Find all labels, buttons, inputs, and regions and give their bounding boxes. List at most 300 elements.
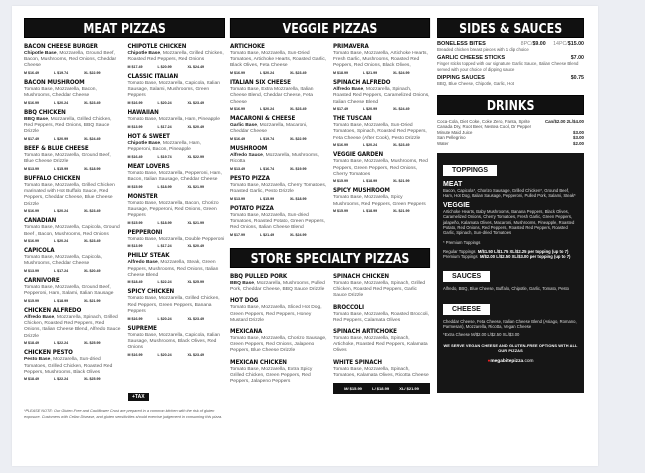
menu-item	[333, 304, 430, 324]
price-m: M $18.99	[333, 71, 348, 76]
item-name: MEAT LOVERS	[127, 162, 170, 170]
price-l: L $22.24	[54, 377, 69, 382]
menu-item	[230, 43, 327, 75]
item-desc	[24, 117, 122, 136]
price-xl: XL $20.49	[84, 269, 101, 274]
menu-item	[333, 79, 430, 111]
item-name: MEXICANA	[230, 328, 263, 336]
item-name: WHITE SPINACH	[333, 358, 382, 366]
item-prices	[333, 209, 430, 213]
item-ingredients: , Mozzarella, Ground Beef, Bacon, Mushrooms, Red Onions, Cheddar Cheese	[24, 51, 117, 69]
specialty-price-m: M/ $15.99	[344, 386, 362, 392]
item-prices	[128, 353, 226, 357]
price-l: L $18.99	[157, 220, 172, 225]
item-prices	[24, 137, 122, 141]
menu-item	[333, 115, 430, 147]
price-l: L $20.24	[54, 101, 69, 106]
item-ingredients: Tomato Base, Extra Mozzarella, Italian Cheese Blend, Cheddar Cheese, Feta Cheese	[230, 87, 314, 105]
item-ingredients: Tomato Base, Mozzarella, Sun-dried Tomatoes, Roasted Potato, Green Peppers, Red Onions, Italian Cheese Blend	[230, 212, 325, 231]
meat-pizzas-right	[128, 43, 226, 385]
price-xl: XL $21.99	[393, 179, 410, 184]
item-desc	[333, 87, 430, 106]
item-base: BBQ Base	[24, 117, 48, 123]
price-m: M $15.99	[333, 209, 348, 214]
menu-item	[230, 297, 327, 324]
item-prices	[333, 179, 430, 183]
price-m: M $13.49	[230, 167, 245, 172]
side-price-small: $9.00	[532, 41, 546, 47]
item-prices	[24, 299, 122, 303]
price-xl: XL $21.99	[187, 220, 205, 225]
item-prices	[128, 221, 226, 225]
price-m: M $15.99	[127, 220, 143, 225]
drink-price: $3.00	[573, 135, 584, 141]
item-base: Chipotle Base	[24, 51, 57, 56]
item-ingredients: , Mozzarella, Grilled Chicken, Roasted Red Peppers, Red Onions	[127, 51, 224, 63]
item-prices	[333, 107, 430, 111]
meat-pizzas-left	[24, 43, 122, 385]
item-desc	[24, 87, 122, 99]
price-xl: XL $20.49	[187, 124, 205, 129]
price-xl: XL $23.49	[393, 143, 410, 148]
menu-item	[24, 307, 122, 345]
item-name: PESTO PIZZA	[230, 175, 270, 183]
menu-item	[230, 175, 327, 201]
price-xl: XL $24.49	[393, 107, 410, 112]
item-name: SPINACH CHICKEN	[333, 273, 389, 281]
price-l: L $20.99	[363, 107, 378, 112]
item-ingredients: Tomato Base, Mozzarella, Capicola, Italian Sausage, Salami, Mushrooms, Green Peppers	[127, 80, 220, 99]
extra-cheese-price: *Extra Cheese M/$2.00 L/$2.50 XL/$3.00	[443, 332, 520, 338]
price-m: M $16.99	[127, 316, 143, 321]
item-name: BBQ CHICKEN	[24, 109, 66, 117]
menu-item	[128, 252, 226, 284]
drink-price: $3.00	[573, 129, 584, 135]
veggie-pizzas-left	[230, 43, 327, 241]
menu-item	[230, 145, 327, 171]
item-prices	[333, 71, 430, 75]
menu-item	[230, 359, 327, 386]
menu-item	[24, 145, 122, 171]
price-m: M $17.49	[127, 64, 143, 69]
item-ingredients: , Mozzarella, Sun-dried Tomatoes, Grilled Chicken, Roasted Red Peppers, Mushrooms, Black Olives	[24, 357, 113, 375]
item-prices	[128, 280, 226, 284]
price-l: L $20.24	[54, 239, 69, 244]
price-l: L $21.99	[363, 71, 378, 76]
price-m: M $13.99	[24, 269, 39, 274]
price-m: M $13.99	[24, 167, 39, 172]
sauces-heading: SAUCES	[443, 271, 490, 282]
item-desc	[128, 171, 226, 183]
item-ingredients: Tomato Base, Mozzarella, Capicola, Mushrooms, Cheddar Cheese	[24, 255, 103, 267]
specialty-pizzas-section	[230, 248, 430, 394]
price-m: M $17.49	[333, 107, 348, 112]
item-desc	[333, 281, 430, 300]
item-prices	[230, 167, 327, 171]
item-ingredients: Tomato Base, Mozzarella, Bacon, Chorizo Sausage, Pepperoni, Red Onions, Green Peppers	[127, 200, 219, 218]
item-prices	[128, 125, 226, 129]
price-m: M $18.49	[24, 377, 39, 382]
price-xl: XL $23.49	[187, 352, 205, 357]
item-base: Garlic Base	[230, 123, 257, 129]
price-xl: XL $21.99	[187, 184, 205, 189]
specialty-left	[230, 273, 327, 394]
meat-toppings-list: Bacon, Capicola*, Chorizo Sausage, Grilled Chicken*, Ground Beef, Ham, Hot Dog, Italian Sausage, Pepperoni, Pulled Pork, Salami, Steak*	[443, 187, 576, 198]
item-desc	[333, 159, 430, 178]
item-name: VEGGIE GARDEN	[333, 151, 384, 159]
menu-item	[128, 133, 226, 159]
menu-item	[230, 205, 327, 237]
item-desc	[333, 123, 430, 142]
item-prices	[128, 101, 226, 105]
item-ingredients: Tomato Base, Mozzarella, Cherry Tomatoes, Roasted Garlic, Pesto Drizzle	[230, 183, 327, 195]
item-desc	[230, 51, 327, 70]
price-l: L $15.99	[54, 167, 69, 172]
veggie-toppings-label: VEGGIE	[443, 202, 470, 210]
item-ingredients: Tomato Base, Mozzarella, Sun-Dried Tomatoes, Artichoke Hearts, Roasted Garlic, Black Olives, Feta Cheese	[230, 51, 327, 69]
item-name: PRIMAVERA	[333, 43, 369, 50]
price-m: M $16.99	[333, 143, 348, 148]
veggie-pizzas-section	[230, 18, 430, 394]
item-desc	[24, 183, 122, 208]
item-name: BACON CHEESE BURGER	[24, 43, 98, 50]
item-name: SPINACH ARTICHOKE	[333, 328, 397, 336]
item-desc	[230, 281, 327, 293]
item-name: CARNIVORE	[24, 277, 60, 285]
item-ingredients: , Mozzarella, Macaroni, Cheddar Cheese	[230, 123, 308, 135]
cheese-heading: CHEESE	[443, 304, 490, 315]
price-m: M $13.99	[127, 244, 143, 249]
price-m: M $15.99	[333, 179, 348, 184]
price-l: L $20.24	[363, 143, 378, 148]
drink-item	[437, 141, 584, 147]
item-ingredients: Tomato Base, Mozzarella, Ham, Pineapple	[127, 117, 220, 123]
item-name: ARTICHOKE	[230, 43, 265, 50]
item-prices	[24, 377, 122, 381]
price-xl: XL $18.99	[84, 167, 101, 172]
sides-heading: SIDES & SAUCES	[437, 18, 584, 38]
item-desc	[24, 153, 122, 165]
item-desc	[333, 51, 430, 70]
item-name: CLASSIC ITALIAN	[127, 72, 179, 80]
item-desc	[230, 336, 327, 355]
veggie-pizzas-right	[333, 43, 430, 241]
cheese-list: Cheddar Cheese, Feta Cheese, Italian Cheese Blend (Asiago, Romano, Parmesan), Mozzarella, Ricotta, Vegan Cheese	[443, 318, 577, 329]
item-ingredients: Tomato Base, Mozzarella, Spinach, Tomatoes, Kalamata Olives, Ricotta Cheese	[333, 366, 429, 378]
item-name: POTATO PIZZA	[230, 204, 274, 212]
item-ingredients: Tomato Base, Mozzarella, Sun-Dried Tomatoes, Spinach, Roasted Red Peppers, Feta Cheese (After Cook), Pesto Drizzle	[333, 123, 427, 141]
item-ingredients: Tomato Base, Mozzarella, Extra Spicy Grilled Chicken, Green Peppers, Red Peppers, Jalapeno Peppers	[230, 366, 313, 385]
price-xl: XL $21.99	[84, 299, 101, 304]
sauces-list: Alfredo, BBQ, Blue Cheese, Buffalo, Chipotle, Garlic, Tomato, Pesto	[443, 286, 570, 292]
menu-item	[24, 247, 122, 273]
item-name: BEEF & BLUE CHEESE	[24, 145, 89, 153]
price-xl: XL $18.99	[290, 196, 307, 201]
price-m: M $16.99	[24, 209, 39, 214]
price-xl: XL $22.99	[84, 71, 101, 76]
logo-dot-icon: ●	[487, 359, 491, 365]
item-prices	[24, 167, 122, 171]
menu-item	[24, 217, 122, 243]
item-base: BBQ Base	[230, 281, 254, 287]
website-link[interactable]	[443, 359, 578, 364]
price-m: M $15.99	[127, 184, 143, 189]
item-name: SPINACH ALFREDO	[333, 79, 391, 87]
sides-section	[437, 18, 584, 393]
item-prices	[230, 137, 327, 141]
item-desc	[24, 315, 122, 340]
item-desc	[128, 51, 226, 63]
item-name: CANADIAN	[24, 217, 57, 225]
side-desc: Finger sticks topped with our signature Garlic Sauce, Italian Cheese Blend served with your choice of dipping sauce	[437, 61, 579, 72]
item-desc	[230, 87, 327, 106]
price-m: M $17.99	[230, 233, 245, 238]
drinks-heading: DRINKS	[437, 95, 584, 115]
item-base: Alfredo Sauce	[230, 153, 263, 159]
side-price-large: $15.00	[567, 41, 584, 47]
veggie-toppings-list: Artichoke Hearts, Baby Mushrooms, Banana Peppers, Black Olives, Caramelized Onions, Cherry Tomatoes, Fresh Garlic, Green Peppers, jalapeño, Kalamata Olives, Macaroni, Mushrooms, Pineapple, Roasted Potato, Red Onions, Red Peppers, Roasted Red Peppers, Roasted Garlic, Spinach, Sun-dried Tomatoes	[443, 209, 575, 236]
price-l: L $20.24	[157, 101, 172, 106]
item-base: Chipotle Base	[127, 51, 161, 56]
price-xl: XL $22.99	[290, 137, 307, 142]
item-prices	[24, 239, 122, 243]
menu-item	[128, 73, 226, 105]
item-ingredients: Tomato Base, Mozzarella, Sliced Hot Dog, Green Peppers, Red Peppers, Honey Mustard Drizzle	[230, 305, 322, 323]
drink-name: Water	[437, 141, 449, 146]
item-name: PHILLY STEAK	[127, 252, 170, 260]
item-name: BACON MUSHROOM	[24, 79, 85, 87]
item-desc	[333, 312, 430, 324]
item-desc	[24, 255, 122, 267]
drink-item	[437, 119, 584, 130]
item-name: SPICY MUSHROOM	[333, 187, 390, 195]
item-base: Alfredo Base	[333, 87, 364, 93]
price-xl: XL $24.99	[393, 71, 410, 76]
price-m: M $18.49	[127, 280, 143, 285]
item-ingredients: Tomato Base, Mozzarella, Artichoke Hearts, Fresh Garlic, Mushrooms, Roasted Red Peppers, Red Onions, Black Olives,	[333, 51, 428, 69]
menu-item	[24, 109, 122, 141]
item-desc	[230, 123, 327, 135]
item-name: CHICKEN ALFREDO	[24, 307, 82, 315]
price-m: M $13.99	[230, 196, 245, 201]
price-xl: XL $23.49	[290, 107, 307, 112]
item-prices	[128, 244, 226, 248]
price-m: M $18.49	[24, 341, 39, 346]
specialty-right	[333, 273, 430, 394]
menu-item	[333, 359, 430, 379]
price-l: L $20.99	[54, 137, 69, 142]
price-l: L $17.24	[157, 124, 172, 129]
item-desc	[24, 51, 122, 70]
price-xl: XL $23.49	[290, 71, 307, 76]
item-prices	[128, 155, 226, 159]
item-desc	[128, 296, 226, 315]
item-desc	[128, 333, 226, 352]
item-prices	[24, 341, 122, 345]
item-ingredients: Tomato Base, Mozzarella, Spinach, Grilled Chicken, Roasted Red Peppers, Garlic Sauce Drizzle	[333, 281, 426, 299]
item-name: PEPPERONI	[127, 228, 163, 236]
item-desc	[128, 201, 226, 220]
item-desc	[230, 367, 327, 386]
item-name: MONSTER	[127, 192, 158, 200]
price-label: 14PC/	[553, 41, 568, 47]
item-ingredients: Tomato Base, Mozzarella, Double Pepperoni	[127, 236, 225, 242]
item-prices	[333, 143, 430, 147]
price-m: M $16.99	[24, 239, 39, 244]
item-ingredients: Tomato Base, Mozzarella, Bacon, Mushrooms, Cheddar Cheese	[24, 87, 97, 99]
drink-name: Coca-Cola, Diet Coke, Coke Zero, Fanta, Sprite Canada Dry, Root Beer, Nestea Cool, Dr Pepper	[437, 118, 532, 130]
price-m: M $17.49	[24, 137, 39, 142]
side-name: DIPPING SAUCES	[437, 75, 485, 82]
price-xl: XL $24.49	[84, 137, 101, 142]
price-m: M $16.49	[127, 154, 143, 159]
menu-item	[24, 277, 122, 303]
price-l: L $18.99	[363, 179, 378, 184]
side-desc: Breaded chicken breast pieces with 1 dip choice	[437, 47, 529, 52]
menu-item	[333, 43, 430, 75]
side-price: $0.75	[570, 75, 584, 82]
item-desc	[333, 336, 430, 355]
item-ingredients: , Mozzarella, Ham, Pepperoni, Bacon, Pineapple	[127, 140, 201, 152]
item-desc	[230, 305, 327, 324]
item-prices	[128, 185, 226, 189]
item-desc	[128, 237, 226, 243]
item-ingredients: Tomato Base, Mozzarella, Ground Beef, Blue Cheese Drizzle	[24, 153, 111, 165]
item-prices	[230, 71, 327, 75]
price-l: L $18.99	[54, 299, 69, 304]
tax-badge: +TAX	[128, 393, 149, 401]
item-name: CAPICOLA	[24, 247, 55, 255]
price-m: M $16.99	[24, 101, 39, 106]
item-name: HOT DOG	[230, 297, 259, 305]
price-l: L $22.24	[157, 280, 172, 285]
item-name: BUFFALO CHICKEN	[24, 175, 81, 183]
item-prices	[230, 107, 327, 111]
site-tld: .com	[523, 359, 534, 365]
item-desc	[24, 285, 122, 297]
menu-item	[230, 328, 327, 355]
item-desc	[333, 195, 430, 207]
item-name: THE TUSCAN	[333, 115, 372, 123]
item-ingredients: Tomato Base, Mozzarella, Roasted Broccoli, Red Peppers, Calamata Olives	[333, 311, 429, 323]
price-xl: XL $25.99	[187, 280, 205, 285]
menu-item	[333, 151, 430, 183]
toppings-heading: TOPPINGS	[443, 165, 497, 176]
menu-page	[12, 6, 598, 466]
veggie-pizzas-heading: VEGGIE PIZZAS	[230, 18, 430, 38]
item-desc	[230, 153, 327, 165]
side-name: BONELESS BITES	[437, 41, 486, 47]
price-m: M $13.99	[127, 124, 143, 129]
item-desc	[128, 117, 226, 123]
item-prices	[230, 233, 327, 237]
premium-toppings-price	[443, 254, 578, 259]
item-base: Alfredo Base	[24, 315, 55, 321]
price-xl: XL $25.99	[84, 377, 101, 382]
menu-item	[230, 115, 327, 141]
item-name: MEXICAN CHICKEN	[230, 358, 287, 366]
price-l: L $20.24	[54, 209, 69, 214]
item-prices	[24, 269, 122, 273]
price-xl: XL $24.99	[290, 233, 307, 238]
price-l: L $17.24	[54, 269, 69, 274]
price-xl: XL $23.49	[187, 101, 205, 106]
price-xl: XL $23.49	[84, 209, 101, 214]
menu-item	[128, 163, 226, 189]
drink-price: $2.00	[573, 141, 584, 146]
menu-item	[333, 273, 430, 300]
menu-item	[230, 273, 327, 293]
item-prices	[24, 101, 122, 105]
price-l: L $20.24	[260, 71, 275, 76]
menu-item	[24, 175, 122, 213]
meat-pizzas-section	[24, 18, 225, 420]
price-l: L $20.24	[157, 316, 172, 321]
item-ingredients: , Mozzarella, Grilled Chicken, Red Peppers, Red Onions, BBQ Sauce Drizzle	[24, 117, 112, 135]
regular-label: Regular Toppings	[443, 248, 476, 254]
site-brand: megabitepizza	[490, 359, 524, 365]
item-ingredients: Tomato Base, Mozzarella, Spicy Mushrooms, Red Peppers, Green Peppers	[333, 195, 426, 207]
item-ingredients: , Mozzarella, Steak, Green Peppers, Mushrooms, Red Onions, Italian Cheese Blend	[127, 260, 219, 278]
side-name: GARLIC CHEESE STICKS	[437, 55, 506, 62]
price-l: L $18.99	[157, 184, 172, 189]
price-xl: XL $25.99	[84, 341, 101, 346]
menu-item	[128, 109, 226, 129]
item-desc	[128, 81, 226, 100]
item-ingredients: , Mozzarella, Mushrooms, Pulled Pork, Cheddar Cheese, BBQ Sauce Drizzle	[230, 281, 325, 293]
price-l: L $16.74	[260, 167, 275, 172]
item-base: Chipotle Base	[127, 140, 161, 146]
price-l: L $15.99	[260, 196, 275, 201]
menu-item	[128, 43, 226, 69]
price-l: L $19.74	[54, 71, 69, 76]
item-name: MACARONI & CHEESE	[230, 115, 296, 123]
menu-item	[24, 349, 122, 381]
menu-item	[24, 79, 122, 105]
item-desc	[24, 357, 122, 376]
item-ingredients: , Mozzarella, Spinach, Grilled Chicken, Roasted Red Peppers, Red Onions, Italian Cheese Blend, Alfredo Sauce Drizzle	[24, 315, 121, 339]
drinks-section	[437, 95, 584, 147]
item-base: Alfredo Base	[127, 260, 158, 266]
premium-label: Premium Toppings	[443, 253, 478, 259]
price-xl: XL $20.49	[187, 244, 205, 249]
item-desc	[230, 213, 327, 232]
price-m: M $16.49	[230, 137, 245, 142]
item-desc	[333, 367, 430, 379]
price-xl: XL $22.99	[187, 154, 205, 159]
regular-prices: M/$1.50 L/$1.75 XL/$2.25 per topping (up to 7)	[477, 248, 569, 254]
item-prices	[230, 197, 327, 201]
price-m: M $15.99	[24, 299, 39, 304]
price-xl: XL $21.99	[393, 209, 410, 214]
price-m: M $16.99	[127, 352, 143, 357]
price-l: L $19.74	[260, 137, 275, 142]
specialty-pizzas-heading: STORE SPECIALTY PIZZAS	[230, 248, 430, 268]
item-ingredients: Tomato Base, Mozzarella, Mushrooms, Red Peppers, Green Peppers, Red Onions, Cherry Tomatoes	[333, 159, 428, 177]
item-name: MUSHROOM	[230, 145, 268, 153]
item-desc	[128, 260, 226, 279]
premium-note: * Premium Toppings	[443, 239, 481, 245]
meat-toppings-label: MEAT	[443, 180, 463, 188]
item-ingredients: Tomato Base, Mozzarella, Spinach, Artichoke, Roasted Red Peppers, Kalamata Olives	[333, 336, 428, 354]
item-name: SPICY CHICKEN	[127, 288, 175, 296]
drink-name: Minute Maid Juice	[437, 129, 473, 135]
item-desc	[128, 141, 226, 153]
item-prices	[128, 317, 226, 321]
price-xl: XL $23.49	[187, 316, 205, 321]
item-prices	[24, 71, 122, 75]
side-price: $7.00	[570, 55, 584, 62]
